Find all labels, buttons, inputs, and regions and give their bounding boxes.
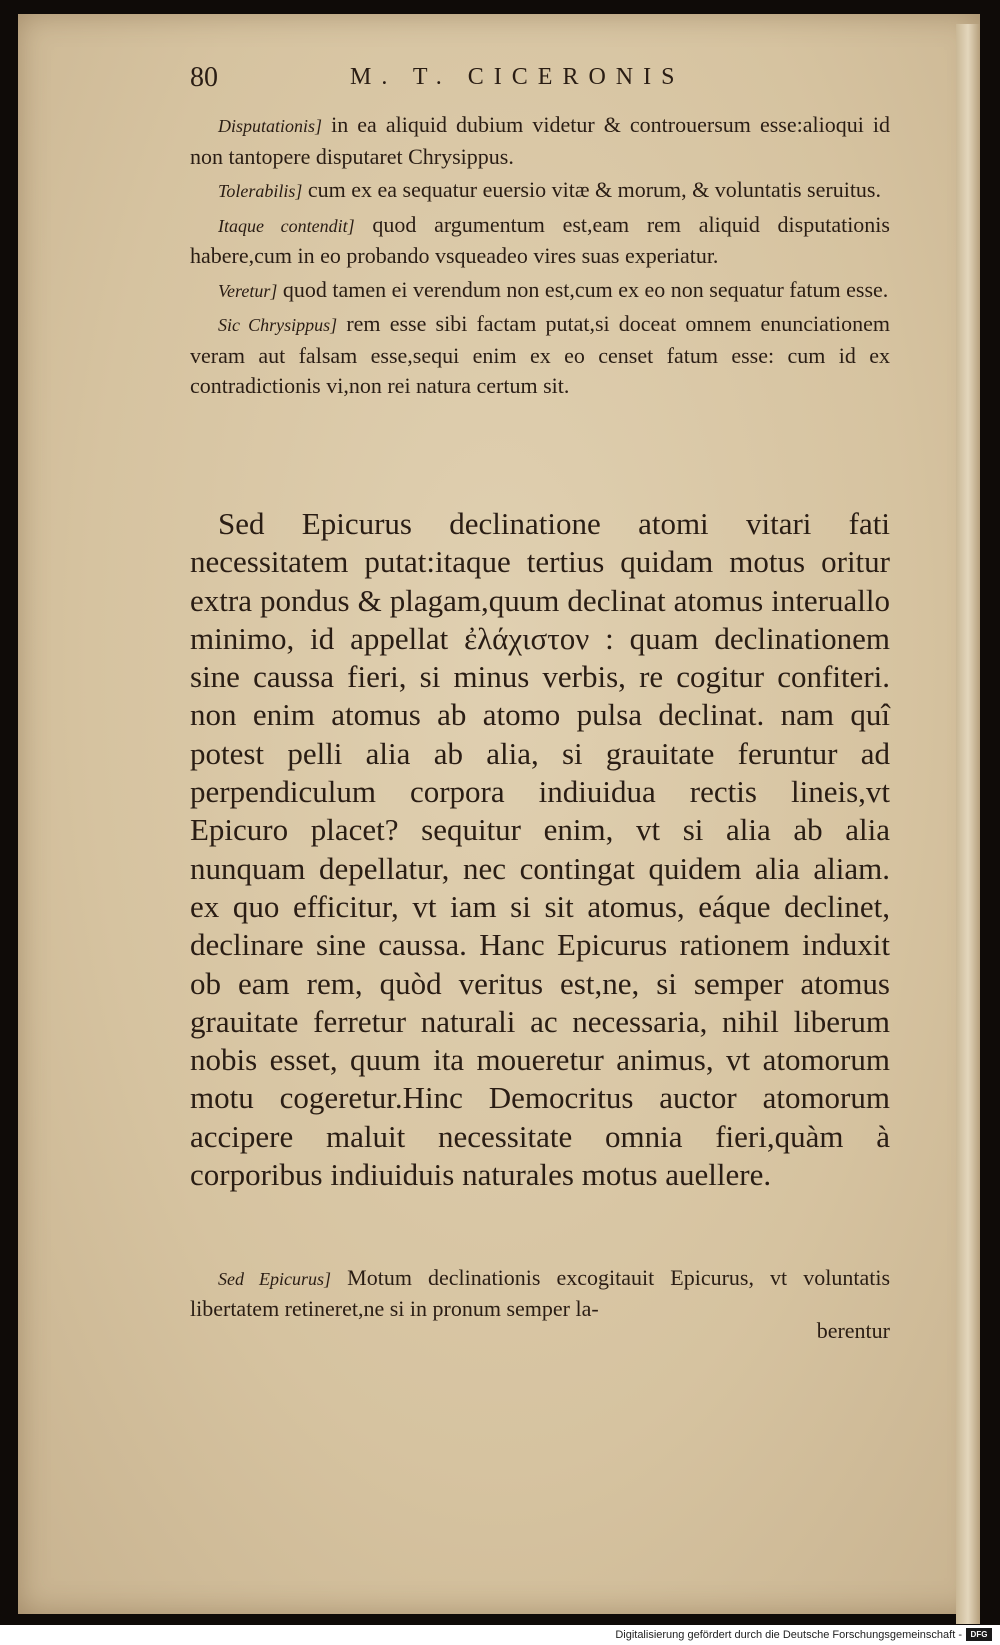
note-lemma: Veretur]: [218, 280, 278, 301]
note-text: in ea aliquid dubium videtur & controuersum esse:alioqui id non tantopere disputaret Chrysippus.: [190, 112, 891, 169]
dfg-logo: DFG: [966, 1628, 992, 1641]
note-entry: [190, 110, 890, 172]
final-commentary: [190, 1263, 890, 1323]
page-edge: [956, 24, 980, 1624]
main-paragraph: Sed Epicurus declinatione atomi vitari fati necessitatem putat:itaque tertius quidam motus oritur extra pondus & plagam,quum declinat atomus interuallo minimo, id appellat ἐλάχιστον : quam declinationem sine caussa fieri, si minus verbis, re cogitur confiteri. non enim atomus ab atomo pulsa declinat. nam quî potest pelli alia ab alia, si grauitate feruntur ad perpendiculum corpora indiuidua rectis lineis,vt Epicuro placet? sequitur enim, vt si alia ab alia nunquam depellatur, nec contingat quidem alia aliam. ex quo efficitur, vt iam si sit atomus, eáque declinet, declinare sine caussa. Hanc Epicurus rationem induxit ob eam rem, quòd veritus est,ne, si semper atomus grauitate ferretur naturali ac necessaria, nihil liberum nobis esset, quum ita moueretur animus, vt atomorum motu cogeretur.Hinc Democritus auctor atomorum accipere maluit necessitate omnia fieri,quàm à corporibus indiuiduis naturales motus auellere.: [190, 506, 890, 1193]
main-text-block: [190, 505, 890, 1194]
catchword: berentur: [816, 1318, 890, 1343]
note-entry: [190, 309, 890, 402]
footer-credit: Digitalisierung gefördert durch die Deutsche Forschungsgemeinschaft -: [615, 1629, 962, 1641]
note-text: Motum declinationis excogitauit Epicurus, vt voluntatis libertatem retineret,ne si in pronum semper la-: [190, 1265, 891, 1321]
note-text: quod tamen ei verendum non est,cum ex eo non sequatur fatum esse.: [282, 276, 889, 302]
digitization-footer: [0, 1625, 1000, 1645]
note-lemma: Sed Epicurus]: [218, 1269, 332, 1289]
note-lemma: Sic Chrysippus]: [218, 315, 338, 335]
page-header: [190, 62, 930, 102]
note-lemma: Itaque contendit]: [218, 215, 355, 236]
commentary-notes: [190, 110, 890, 405]
page-number: 80: [190, 62, 218, 93]
note-entry: [190, 175, 890, 207]
note-text: rem esse sibi factam putat,si doceat omnem enunciationem veram aut falsam esse,sequi enim ex eo censet fatum esse: cum id ex contradictionis vi,non rei natura certum sit.: [190, 311, 891, 398]
note-lemma: Disputationis]: [218, 116, 323, 136]
note-text: quod argumentum est,eam rem aliquid disputationis habere,cum in eo probando vsqueadeo vires suas experiatur.: [190, 211, 890, 268]
note-entry: [190, 275, 890, 307]
note-entry: [190, 210, 890, 272]
note-entry: [190, 1263, 890, 1323]
note-text: cum ex ea sequatur euersio vitæ & morum, & voluntatis seruitus.: [307, 177, 881, 202]
note-lemma: Tolerabilis]: [218, 181, 303, 201]
running-title: M. T. CICERONIS: [350, 64, 685, 90]
